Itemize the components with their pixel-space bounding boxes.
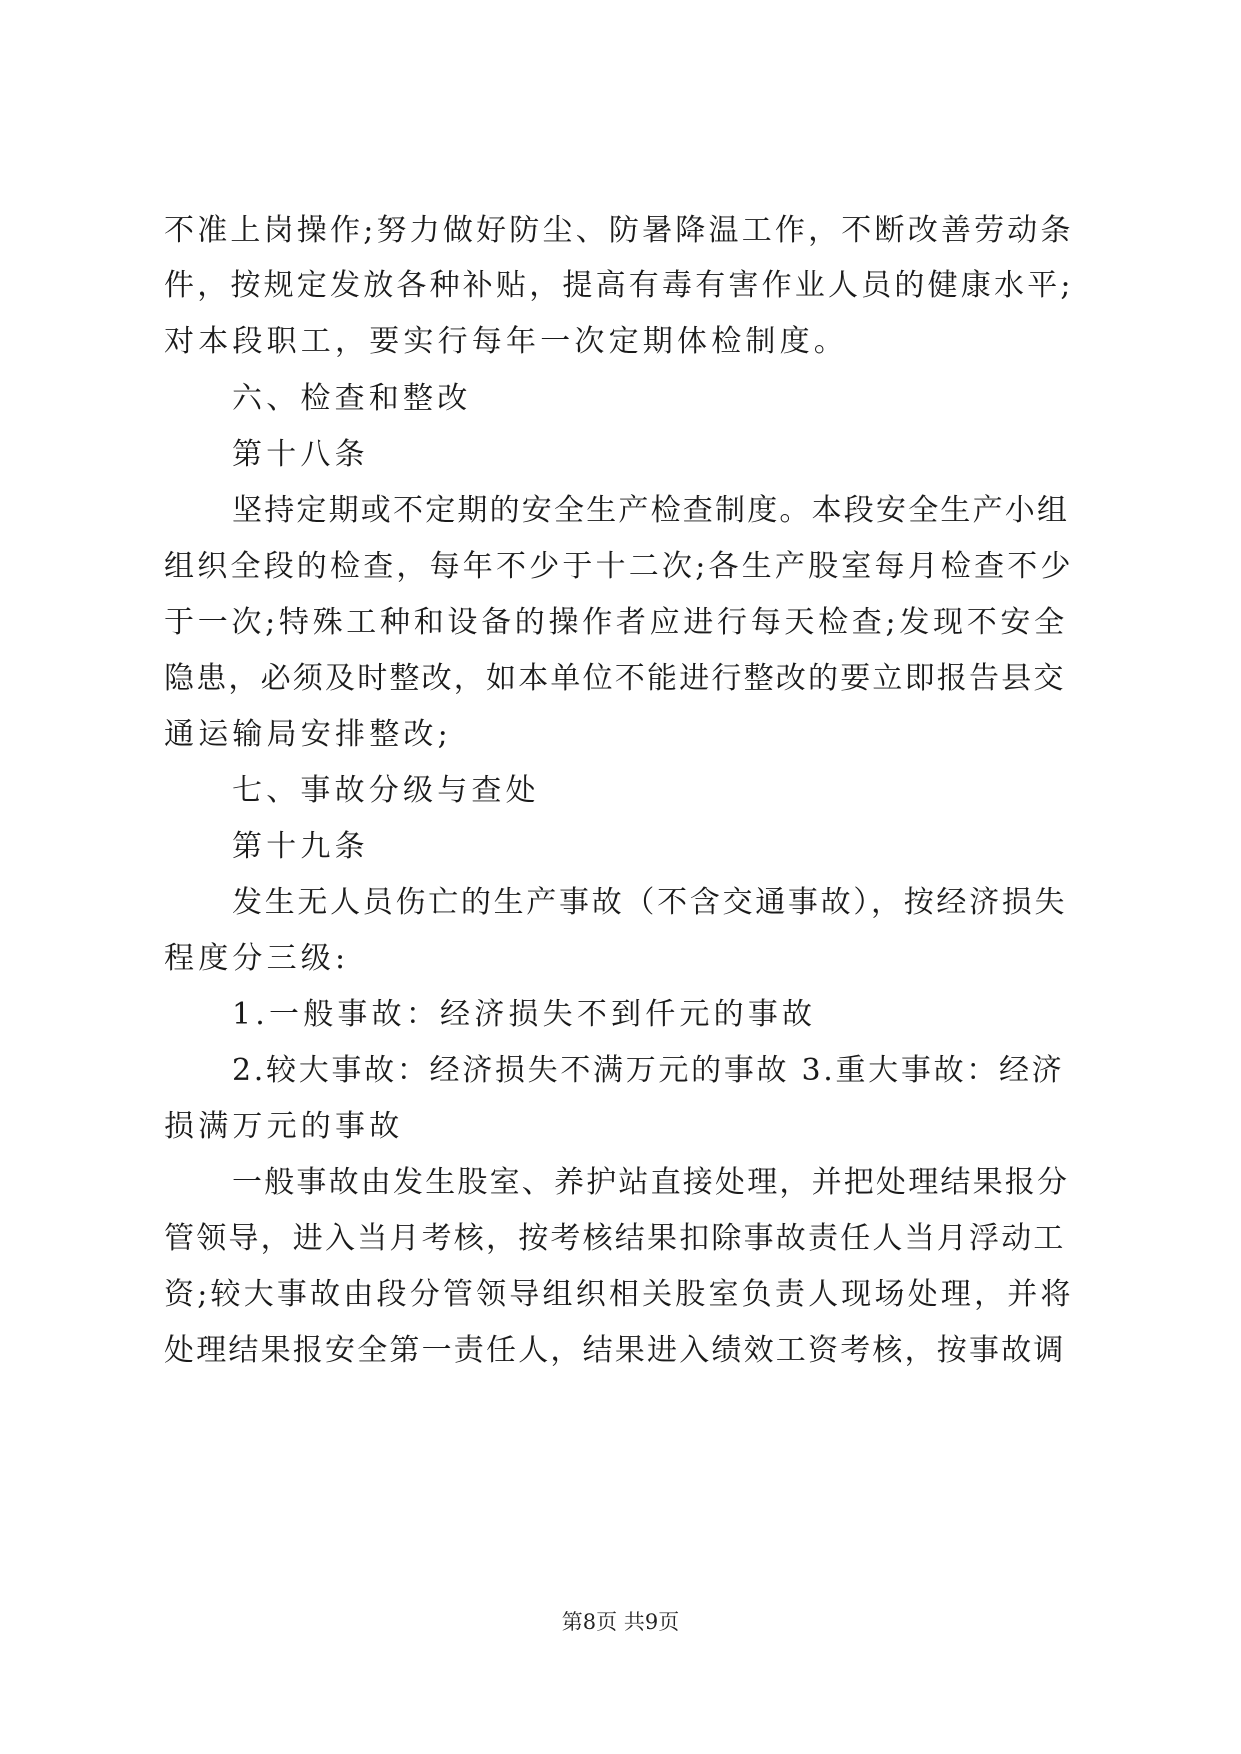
body-text-line: 处理结果报安全第一责任人，结果进入绩效工资考核，按事故调 [164,1333,1066,1368]
article-heading: 第十九条 [232,829,369,864]
list-item: 2.较大事故：经济损失不满万元的事故 3.重大事故：经济 [232,1053,1065,1088]
section-heading: 六、检查和整改 [232,381,472,416]
paragraph-first-line: 一般事故由发生股室、养护站直接处理，并把处理结果报分 [232,1165,1070,1200]
body-text-line: 资;较大事故由段分管领导组织相关股室负责人现场处理，并将 [164,1277,1074,1312]
body-text-line: 损满万元的事故 [164,1109,404,1144]
body-text-line: 组织全段的检查，每年不少于十二次;各生产股室每月检查不少 [164,549,1074,584]
page-number-footer: 第8页 共9页 [561,1610,680,1634]
section-heading: 七、事故分级与查处 [232,773,540,808]
paragraph-first-line: 坚持定期或不定期的安全生产检查制度。本段安全生产小组 [232,493,1070,528]
list-item: 1.一般事故：经济损失不到仟元的事故 [232,997,817,1032]
body-text-line: 不准上岗操作;努力做好防尘、防暑降温工作，不断改善劳动条 [164,213,1074,248]
body-text-line: 于一次;特殊工种和设备的操作者应进行每天检查;发现不安全 [164,605,1068,640]
body-text-line: 隐患，必须及时整改，如本单位不能进行整改的要立即报告县交 [164,661,1066,696]
paragraph-first-line: 发生无人员伤亡的生产事故（不含交通事故），按经济损失 [232,885,1068,920]
body-text-line: 件，按规定发放各种补贴，提高有毒有害作业人员的健康水平; [164,268,1074,303]
body-text-line: 程度分三级: [164,941,350,976]
body-text-line: 通运输局安排整改; [164,717,452,752]
body-text-line: 管领导，进入当月考核，按考核结果扣除事故责任人当月浮动工 [164,1221,1066,1256]
body-text-line: 对本段职工，要实行每年一次定期体检制度。 [164,324,848,359]
article-heading: 第十八条 [232,437,369,472]
